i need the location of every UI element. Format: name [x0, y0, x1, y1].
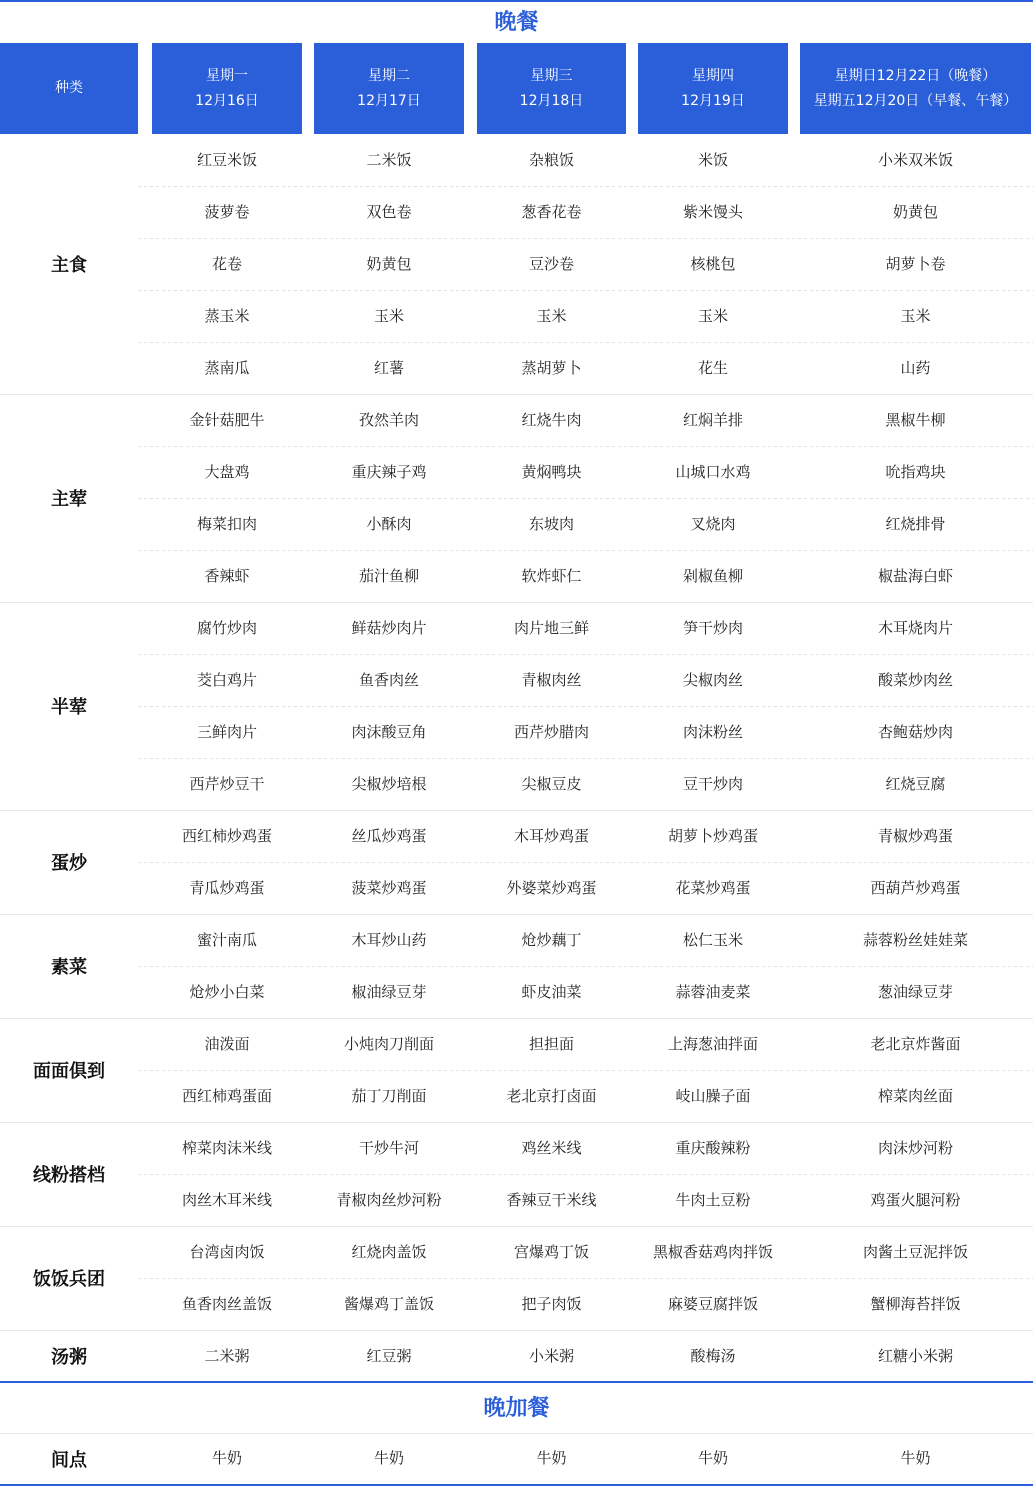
- menu-item: 菠萝卷: [204, 203, 250, 221]
- menu-item: 重庆辣子鸡: [351, 463, 427, 481]
- menu-item: 宫爆鸡丁饭: [513, 1243, 589, 1261]
- menu-item: 酱爆鸡丁盖饭: [343, 1295, 434, 1313]
- menu-item: 小炖肉刀削面: [343, 1035, 434, 1053]
- menu-item: 二米粥: [204, 1347, 250, 1365]
- menu-item: 核桃包: [690, 255, 736, 273]
- menu-item: 二米饭: [366, 151, 412, 169]
- menu-item: 香辣虾: [204, 567, 250, 585]
- menu-item: 鸡丝米线: [521, 1139, 582, 1157]
- category-label: 主荤: [51, 489, 87, 510]
- menu-item: 西芹炒腊肉: [513, 723, 589, 741]
- header-category-label: 种类: [55, 80, 83, 96]
- menu-item: 杂粮饭: [528, 151, 574, 169]
- bottom-divider: [0, 1484, 1033, 1486]
- menu-item: 山城口水鸡: [675, 463, 751, 481]
- menu-item: 鱼香肉丝: [358, 671, 419, 689]
- menu-item: 酸菜炒肉丝: [877, 671, 953, 689]
- header-day-2: [314, 43, 464, 134]
- menu-item: 蜜汁南瓜: [196, 931, 257, 949]
- category-label: 蛋炒: [51, 853, 87, 874]
- menu-item: 外婆菜炒鸡蛋: [506, 879, 597, 897]
- header-date: 12月18日: [519, 92, 584, 109]
- menu-item: 台湾卤肉饭: [189, 1243, 265, 1261]
- menu-item: 木耳炒山药: [351, 931, 427, 949]
- header-weekday: 星期四: [692, 67, 734, 84]
- menu-item: 肉片地三鲜: [513, 619, 589, 637]
- header-date: 12月17日: [357, 92, 421, 109]
- menu-item: 金针菇肥牛: [189, 411, 265, 429]
- menu-item: 肉沫粉丝: [682, 723, 743, 741]
- menu-item: 山药: [900, 359, 931, 377]
- menu-item: 紫米馒头: [682, 203, 743, 221]
- menu-item: 蒜蓉油麦菜: [675, 983, 751, 1001]
- header-date: 12月16日: [195, 92, 259, 109]
- menu-item: 软炸虾仁: [521, 567, 582, 585]
- menu-item: 鲜菇炒肉片: [351, 619, 427, 637]
- header-weekday: 星期一: [206, 67, 248, 84]
- menu-item: 腐竹炒肉: [196, 619, 257, 637]
- menu-item: 青椒肉丝: [521, 671, 582, 689]
- menu-item: 西芹炒豆干: [189, 775, 265, 793]
- header-day-3: [477, 43, 626, 134]
- menu-item: 茄丁刀削面: [351, 1087, 427, 1105]
- category-label: 间点: [51, 1449, 87, 1471]
- menu-item: 大盘鸡: [204, 463, 250, 481]
- menu-item: 红豆米饭: [196, 151, 257, 169]
- menu-item: 麻婆豆腐拌饭: [667, 1295, 758, 1313]
- menu-item: 红糖小米粥: [877, 1347, 953, 1365]
- menu-item: 牛奶: [211, 1449, 242, 1467]
- menu-item: 干炒牛河: [358, 1139, 419, 1157]
- menu-item: 花卷: [211, 255, 242, 273]
- header-category: [0, 43, 138, 134]
- menu-item: 玉米: [697, 307, 728, 325]
- menu-item: 菠菜炒鸡蛋: [351, 879, 427, 897]
- menu-item: 奶黄包: [892, 203, 938, 221]
- menu-item: 梅菜扣肉: [196, 515, 257, 533]
- header-date: 12月19日: [681, 92, 745, 109]
- menu-item: 小米粥: [528, 1347, 574, 1365]
- menu-item: 木耳炒鸡蛋: [513, 827, 589, 845]
- menu-item: 岐山臊子面: [675, 1087, 751, 1105]
- menu-item: 肉丝木耳米线: [181, 1191, 272, 1209]
- menu-item: 丝瓜炒鸡蛋: [351, 827, 427, 845]
- category-label: 主食: [51, 255, 87, 276]
- menu-item: 玉米: [900, 307, 931, 325]
- menu-item: 榨菜肉丝面: [877, 1087, 953, 1105]
- menu-item: 蒸南瓜: [204, 359, 250, 377]
- menu-item: 炝炒小白菜: [189, 983, 265, 1001]
- menu-item: 小米双米饭: [877, 151, 953, 169]
- menu-item: 米饭: [697, 151, 728, 169]
- category-label: 饭饭兵团: [33, 1269, 105, 1290]
- menu-item: 重庆酸辣粉: [675, 1139, 751, 1157]
- menu-item: 牛奶: [697, 1449, 728, 1467]
- category-label: 面面俱到: [33, 1061, 105, 1082]
- menu-item: 榨菜肉沫米线: [181, 1139, 272, 1157]
- menu-item: 鸡蛋火腿河粉: [870, 1191, 961, 1209]
- header-date: 星期五12月20日（早餐、午餐）: [813, 92, 1018, 109]
- menu-item: 松仁玉米: [682, 931, 743, 949]
- menu-item: 红豆粥: [366, 1347, 412, 1365]
- menu-item: 花生: [697, 359, 728, 377]
- menu-item: 黑椒牛柳: [885, 411, 946, 429]
- category-label: 半荤: [51, 697, 87, 718]
- menu-item: 蒸胡萝卜: [521, 359, 582, 377]
- category-label: 汤粥: [51, 1347, 87, 1368]
- menu-item: 茭白鸡片: [196, 671, 257, 689]
- menu-item: 剁椒鱼柳: [682, 567, 743, 585]
- menu-item: 葱油绿豆芽: [877, 983, 953, 1001]
- menu-item: 黄焖鸭块: [521, 463, 582, 481]
- menu-item: 肉酱土豆泥拌饭: [862, 1243, 968, 1261]
- menu-item: 红烧排骨: [885, 515, 946, 533]
- menu-item: 蟹柳海苔拌饭: [870, 1295, 961, 1313]
- menu-item: 木耳烧肉片: [877, 619, 953, 637]
- header-day-4: [638, 43, 788, 134]
- menu-item: 虾皮油菜: [521, 983, 582, 1001]
- menu-item: 肉沫酸豆角: [351, 723, 427, 741]
- menu-item: 香辣豆干米线: [506, 1191, 597, 1209]
- menu-item: 鱼香肉丝盖饭: [181, 1295, 272, 1313]
- menu-item: 东坡肉: [528, 515, 574, 533]
- menu-item: 青瓜炒鸡蛋: [189, 879, 265, 897]
- menu-item: 吮指鸡块: [885, 463, 946, 481]
- header-day-5: [800, 43, 1031, 134]
- menu-item: 椒盐海白虾: [877, 567, 953, 585]
- menu-item: 笋干炒肉: [682, 619, 743, 637]
- menu-item: 豆干炒肉: [682, 775, 743, 793]
- menu-item: 奶黄包: [366, 255, 412, 273]
- menu-item: 花菜炒鸡蛋: [675, 879, 751, 897]
- menu-item: 孜然羊肉: [358, 411, 419, 429]
- menu-item: 蒜蓉粉丝娃娃菜: [862, 931, 968, 949]
- header-weekday: 星期二: [368, 67, 410, 84]
- menu-item: 叉烧肉: [690, 515, 736, 533]
- menu-item: 红烧肉盖饭: [351, 1243, 427, 1261]
- menu-item: 红烧豆腐: [885, 775, 946, 793]
- menu-item: 红焖羊排: [682, 411, 743, 429]
- header-weekday: 星期三: [530, 67, 573, 84]
- header-weekday: 星期日12月22日（晚餐）: [834, 67, 997, 84]
- menu-item: 葱香花卷: [521, 203, 582, 221]
- menu-item: 老北京炸酱面: [870, 1035, 961, 1053]
- menu-item: 牛奶: [536, 1449, 567, 1467]
- menu-item: 杏鲍菇炒肉: [877, 723, 953, 741]
- menu-item: 双色卷: [366, 203, 412, 221]
- menu-item: 玉米: [536, 307, 567, 325]
- menu-item: 肉沫炒河粉: [877, 1139, 953, 1157]
- menu-item: 牛奶: [373, 1449, 404, 1467]
- category-label: 素菜: [51, 957, 87, 978]
- menu-item: 西葫芦炒鸡蛋: [870, 879, 961, 897]
- menu-item: 炝炒藕丁: [521, 931, 582, 949]
- menu-item: 油泼面: [204, 1035, 250, 1053]
- menu-item: 茄汁鱼柳: [358, 567, 419, 585]
- menu-item: 胡萝卜卷: [885, 255, 946, 273]
- menu-item: 酸梅汤: [690, 1347, 736, 1365]
- menu-item: 黑椒香菇鸡肉拌饭: [652, 1243, 773, 1261]
- menu-item: 尖椒豆皮: [521, 775, 582, 793]
- menu-item: 玉米: [373, 307, 404, 325]
- menu-item: 椒油绿豆芽: [351, 983, 427, 1001]
- menu-item: 尖椒炒培根: [351, 775, 427, 793]
- menu-item: 老北京打卤面: [506, 1087, 597, 1105]
- menu-item: 豆沙卷: [528, 255, 574, 273]
- menu-item: 上海葱油拌面: [667, 1035, 758, 1053]
- menu-item: 西红柿鸡蛋面: [181, 1087, 272, 1105]
- menu-item: 西红柿炒鸡蛋: [181, 827, 272, 845]
- menu-item: 青椒肉丝炒河粉: [336, 1191, 442, 1209]
- menu-item: 胡萝卜炒鸡蛋: [667, 827, 758, 845]
- category-label: 线粉搭档: [33, 1165, 105, 1186]
- menu-item: 尖椒肉丝: [682, 671, 743, 689]
- menu-item: 三鲜肉片: [196, 723, 257, 741]
- late-meal-title: 晚加餐: [0, 1381, 1033, 1433]
- header-day-1: [152, 43, 302, 134]
- dinner-title: 晚餐: [0, 0, 1033, 42]
- menu-item: 红烧牛肉: [521, 411, 582, 429]
- menu-item: 牛肉土豆粉: [675, 1191, 751, 1209]
- menu-item: 青椒炒鸡蛋: [877, 827, 953, 845]
- menu-item: 把子肉饭: [521, 1295, 582, 1313]
- menu-item: 蒸玉米: [204, 307, 250, 325]
- menu-item: 担担面: [528, 1035, 574, 1053]
- menu-item: 红薯: [373, 359, 404, 377]
- menu-item: 牛奶: [900, 1449, 931, 1467]
- menu-item: 小酥肉: [366, 515, 412, 533]
